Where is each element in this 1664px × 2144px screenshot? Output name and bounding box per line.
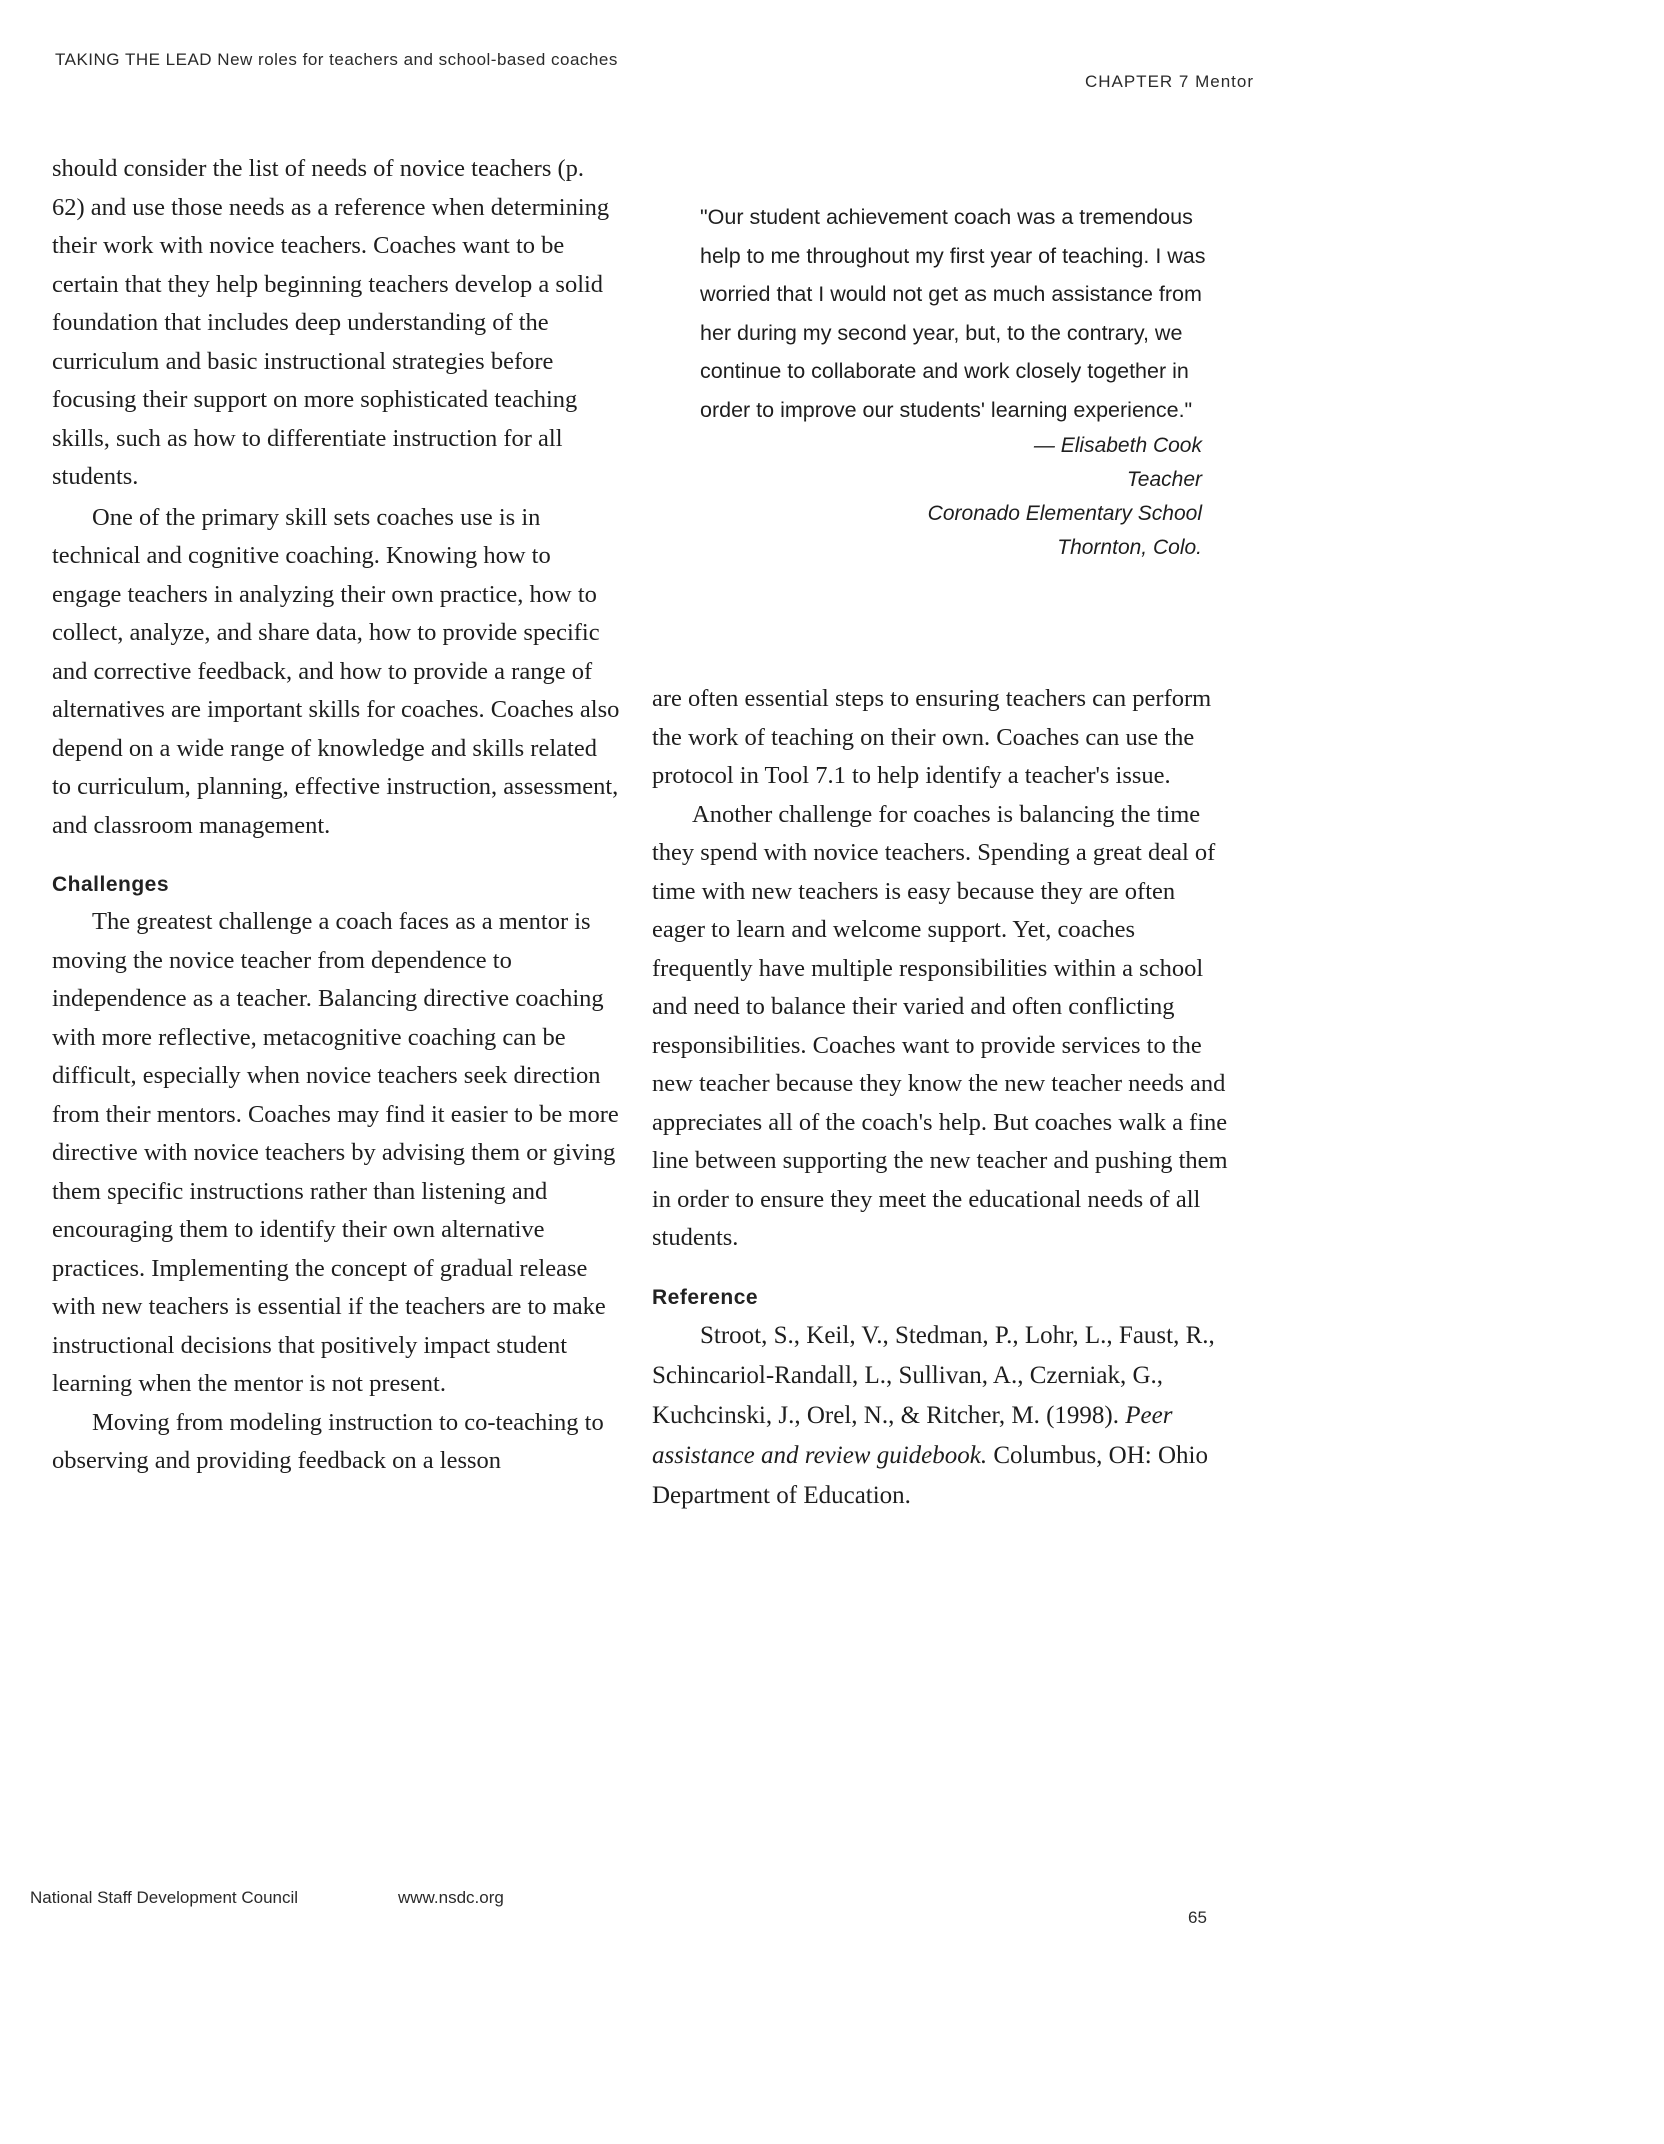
quote-role: Teacher bbox=[1126, 468, 1202, 491]
reference-entry bbox=[652, 1316, 1232, 1516]
reference-publisher: Columbus, OH: Ohio Department of Education. bbox=[652, 1441, 1208, 1509]
pull-quote bbox=[700, 198, 1220, 565]
quote-text: "Our student achievement coach was a tremendous help to me throughout my first year of teaching. I was worried that I would not get as much assistance from her during my second year, but, to the contrary, we continue to collaborate and work closely together in order to improve our students' learning experience." bbox=[700, 205, 1206, 422]
body-paragraph: Another challenge for coaches is balancing the time they spend with novice teachers. Spending a great deal of time with new teachers is easy because they are often eager to learn and welcome support. Yet, coaches frequently have multiple responsibilities within a school and need to balance their varied and often conflicting responsibilities. Coaches want to provide services to the new teacher because they know the new teacher needs and appreciates all of the coach's help. But coaches walk a fine line between supporting the new teacher and pushing them in order to ensure they meet the educational needs of all students. bbox=[652, 800, 1228, 1251]
footer-organization: National Staff Development Council bbox=[30, 1888, 299, 1907]
body-paragraph: Moving from modeling instruction to co-teaching to observing and providing feedback on a lesson bbox=[52, 1408, 604, 1474]
body-paragraph: One of the primary skill sets coaches use is in technical and cognitive coaching. Knowing how to engage teachers in analyzing their own practice, how to collect, analyze, and share data, how to provide specific and corrective feedback, and how to provide a range of alternatives are important skills for coaches. Coaches also depend on a wide range of knowledge and skills related to curriculum, planning, effective instruction, assessment, and classroom management. bbox=[52, 503, 620, 839]
quote-school: Coronado Elementary School bbox=[927, 502, 1202, 525]
left-column bbox=[52, 150, 622, 1481]
quote-attribution bbox=[700, 429, 1220, 565]
page-number: 65 bbox=[1188, 1908, 1207, 1927]
reference-title: Peer assistance and review guidebook. bbox=[652, 1401, 1173, 1469]
right-column bbox=[652, 680, 1232, 1516]
quote-author: — Elisabeth Cook bbox=[1033, 434, 1202, 457]
challenges-heading: Challenges bbox=[52, 873, 170, 896]
running-head: TAKING THE LEAD New roles for teachers and school-based coaches bbox=[55, 50, 618, 69]
chapter-label: CHAPTER 7 Mentor bbox=[1084, 72, 1254, 91]
reference-authors: Stroot, S., Keil, V., Stedman, P., Lohr, L., Faust, R., Schincariol-Randall, L., Sullivan, A., Czerniak, G., Kuchcinski, J., Orel, N., & Ritcher, M. (1998). bbox=[652, 1321, 1215, 1429]
reference-heading: Reference bbox=[652, 1285, 759, 1309]
footer-url: www.nsdc.org bbox=[398, 1888, 504, 1907]
body-paragraph: are often essential steps to ensuring teachers can perform the work of teaching on their own. Coaches can use the protocol in Tool 7.1 to help identify a teacher's issue. bbox=[652, 685, 1212, 789]
body-paragraph: should consider the list of needs of novice teachers (p. 62) and use those needs as a reference when determining their work with novice teachers. Coaches want to be certain that they help beginning teachers develop a solid foundation that includes deep understanding of the curriculum and basic instructional strategies before focusing their support on more sophisticated teaching skills, such as how to differentiate instruction for all students. bbox=[52, 155, 610, 490]
quote-location: Thornton, Colo. bbox=[1057, 536, 1202, 559]
body-paragraph: The greatest challenge a coach faces as a mentor is moving the novice teacher from dependence to independence as a teacher. Balancing directive coaching with more reflective, metacognitive coaching can be difficult, especially when novice teachers seek direction from their mentors. Coaches may find it easier to be more directive with novice teachers by advising them or giving them specific instructions rather than listening and encouraging them to identify their own alternative practices. Implementing the concept of gradual release with new teachers is essential if the teachers are to make instructional decisions that positively impact student learning when the mentor is not present. bbox=[52, 908, 619, 1397]
